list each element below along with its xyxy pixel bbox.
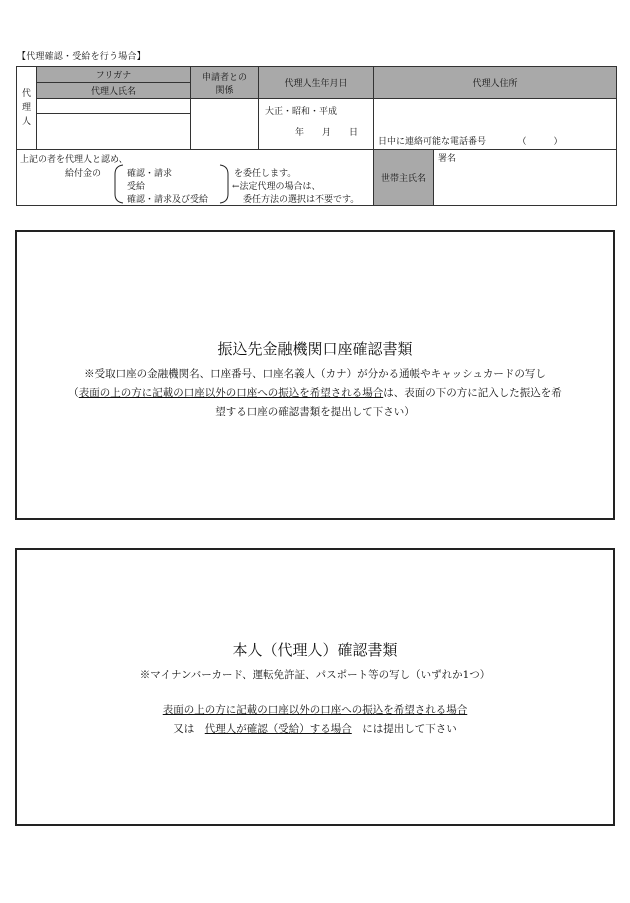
option-confirm-request[interactable]: 確認・請求	[127, 169, 173, 179]
delegation-right3: 委任方法の選択は不要です。	[243, 195, 360, 205]
identity-docs-line2: 表面の上の方に記載の口座以外の口座への振込を希望される場合	[162, 704, 468, 716]
identity-docs-line3	[17, 720, 613, 739]
delegation-kyufu: 給付金の	[65, 169, 102, 179]
household-head-label: 世帯主氏名	[374, 150, 434, 206]
delegation-cell	[17, 150, 374, 206]
proxy-table	[16, 66, 617, 206]
relation-field[interactable]	[191, 99, 259, 150]
agent-vertical-label	[17, 67, 37, 150]
delegation-line1: 上記の者を代理人と認め、	[20, 155, 128, 165]
agent-char-1: 代	[21, 89, 31, 99]
furigana-field[interactable]	[37, 99, 191, 114]
relation-header-line2: 関係	[215, 85, 234, 96]
era-options[interactable]: 大正・昭和・平成	[265, 107, 338, 117]
section-title: 【代理確認・受給を行う場合】	[17, 52, 146, 62]
agent-char-3: 人	[21, 117, 31, 127]
right-brace-icon	[218, 164, 232, 204]
name-header: 代理人氏名	[37, 83, 191, 99]
address-field[interactable]	[374, 99, 617, 150]
phone-label: 日中に連絡可能な電話番号 （ ）	[378, 137, 563, 147]
signature-field[interactable]	[434, 150, 617, 206]
relation-header	[191, 67, 259, 99]
option-receive[interactable]: 受給	[127, 182, 146, 192]
bank-docs-line3: 望する口座の確認書類を提出して下さい）	[215, 406, 415, 418]
identity-docs-line1: ※マイナンバーカード、運転免許証、パスポート等の写し（いずれか1つ）	[139, 669, 491, 681]
signature-label: 署名	[438, 154, 457, 164]
identity-docs-line3-underlined: 代理人が確認（受給）する場合	[204, 723, 352, 735]
bank-docs-line2-open: （	[68, 387, 79, 399]
bank-docs-line2-underlined: 表面の上の方に記載の口座以外の口座への振込を希望される場合	[78, 387, 384, 399]
bank-docs-title: 振込先金融機関口座確認書類	[217, 340, 413, 358]
bank-docs-line1: ※受取口座の金融機関名、口座番号、口座名義人（カナ）が分かる通帳やキャッシュカードの写し	[84, 368, 546, 380]
birth-header: 代理人生年月日	[259, 67, 374, 99]
option-both[interactable]: 確認・請求及び受給	[127, 195, 209, 205]
delegation-right1: を委任します。	[234, 169, 297, 179]
birth-field[interactable]	[259, 99, 374, 150]
identity-docs-line3-suffix: には提出して下さい	[351, 723, 457, 735]
birth-ymd: 年 月 日	[295, 128, 359, 138]
identity-docs-box	[15, 548, 615, 826]
name-field[interactable]	[37, 114, 191, 150]
address-header: 代理人住所	[374, 67, 617, 99]
left-brace-icon	[111, 164, 125, 204]
bank-account-docs-box	[15, 230, 615, 520]
bank-docs-line2-rest: は、表面の下の方に記入した振込を希	[383, 387, 562, 399]
identity-docs-title: 本人（代理人）確認書類	[232, 641, 398, 659]
relation-header-line1: 申請者との	[201, 72, 247, 83]
furigana-header: フリガナ	[37, 67, 191, 83]
agent-char-2: 理	[21, 103, 31, 113]
identity-docs-line3-prefix: 又は	[173, 723, 205, 735]
bank-docs-line2	[17, 384, 613, 403]
delegation-right2: ←法定代理の場合は、	[232, 182, 321, 192]
